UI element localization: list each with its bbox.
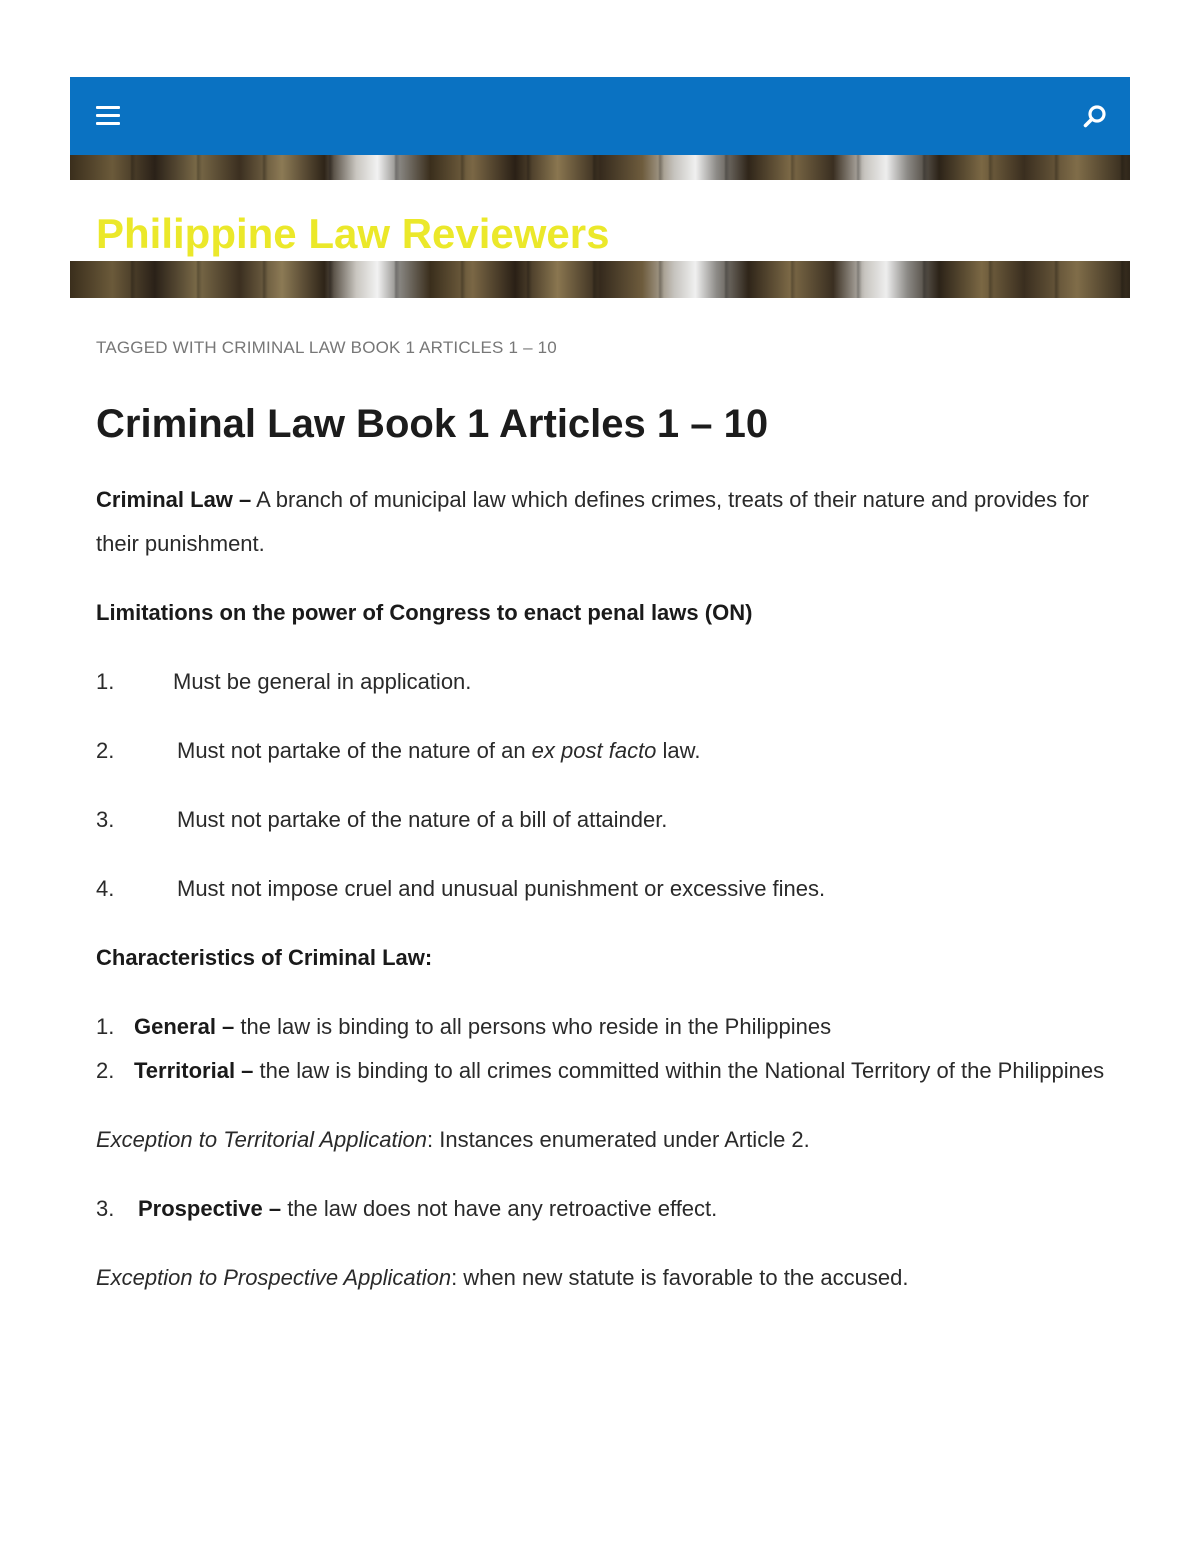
- list-item-number: 1.: [96, 1014, 115, 1039]
- characteristics-heading-text: Characteristics of Criminal Law:: [96, 945, 433, 970]
- prospective-exception-text: : when new statute is favorable to the accused.: [451, 1265, 909, 1290]
- limitation-item: [96, 660, 1106, 704]
- list-item-number: 2.: [96, 1058, 115, 1083]
- characteristics-heading: [96, 936, 1106, 980]
- prospective-item: [96, 1187, 1106, 1231]
- limitation-item: [96, 798, 1106, 842]
- characteristic-text: the law is binding to all crimes committed within the National Territory of the Philippines: [253, 1058, 1105, 1083]
- list-item-number: 3.: [96, 1196, 115, 1221]
- limitation-item: [96, 867, 1106, 911]
- search-icon[interactable]: [1082, 103, 1108, 129]
- limitation-text: Must not impose cruel and unusual punishment or excessive fines.: [177, 876, 826, 901]
- post-title[interactable]: Criminal Law Book 1 Articles 1 – 10: [96, 402, 769, 446]
- post-content: [96, 478, 1106, 1325]
- hamburger-menu-icon[interactable]: [94, 102, 122, 130]
- characteristic-term: General –: [134, 1014, 235, 1039]
- characteristic-term: Territorial –: [134, 1058, 254, 1083]
- header-banner-image-lower: [70, 261, 1130, 298]
- limitation-number: 3.: [96, 807, 115, 832]
- limitation-text: Must be general in application.: [173, 669, 472, 694]
- characteristic-text: the law does not have any retroactive effect.: [281, 1196, 718, 1221]
- limitation-item: [96, 729, 1106, 773]
- limitation-text: [177, 729, 700, 773]
- limitation-text: Must not partake of the nature of a bill of attainder.: [177, 807, 668, 832]
- prospective-exception-label: Exception to Prospective Application: [96, 1265, 452, 1290]
- limitations-heading: [96, 591, 1106, 635]
- list-item: [96, 1049, 1106, 1093]
- definition-paragraph: [96, 478, 1106, 566]
- territorial-exception-label: Exception to Territorial Application: [96, 1127, 427, 1152]
- limitation-text-after: law.: [656, 738, 701, 763]
- limitation-latin-term: ex post facto: [531, 738, 657, 763]
- prospective-exception: [96, 1256, 1106, 1300]
- territorial-exception: [96, 1118, 1106, 1162]
- limitation-number: 1.: [96, 669, 115, 694]
- header-bar: [70, 77, 1130, 155]
- characteristic-term: Prospective –: [138, 1196, 282, 1221]
- limitation-text-before: Must not partake of the nature of an: [177, 738, 532, 763]
- limitation-number: 2.: [96, 738, 115, 763]
- territorial-exception-text: : Instances enumerated under Article 2.: [427, 1127, 810, 1152]
- limitation-number: 4.: [96, 876, 115, 901]
- list-item: [96, 1005, 1106, 1049]
- definition-text: A branch of municipal law which defines crimes, treats of their nature and provides for their punishment.: [96, 487, 1089, 556]
- characteristic-text: the law is binding to all persons who reside in the Philippines: [234, 1014, 832, 1039]
- limitations-heading-text: Limitations on the power of Congress to enact penal laws (ON): [96, 600, 753, 625]
- prospective-text-wrap: [138, 1187, 717, 1231]
- definition-term: Criminal Law –: [96, 487, 252, 512]
- archive-tag-label: TAGGED WITH CRIMINAL LAW BOOK 1 ARTICLES 1 – 10: [96, 338, 557, 357]
- site-title[interactable]: Philippine Law Reviewers: [96, 210, 610, 257]
- characteristics-list: [96, 1005, 1106, 1093]
- header-banner-image: [70, 155, 1130, 180]
